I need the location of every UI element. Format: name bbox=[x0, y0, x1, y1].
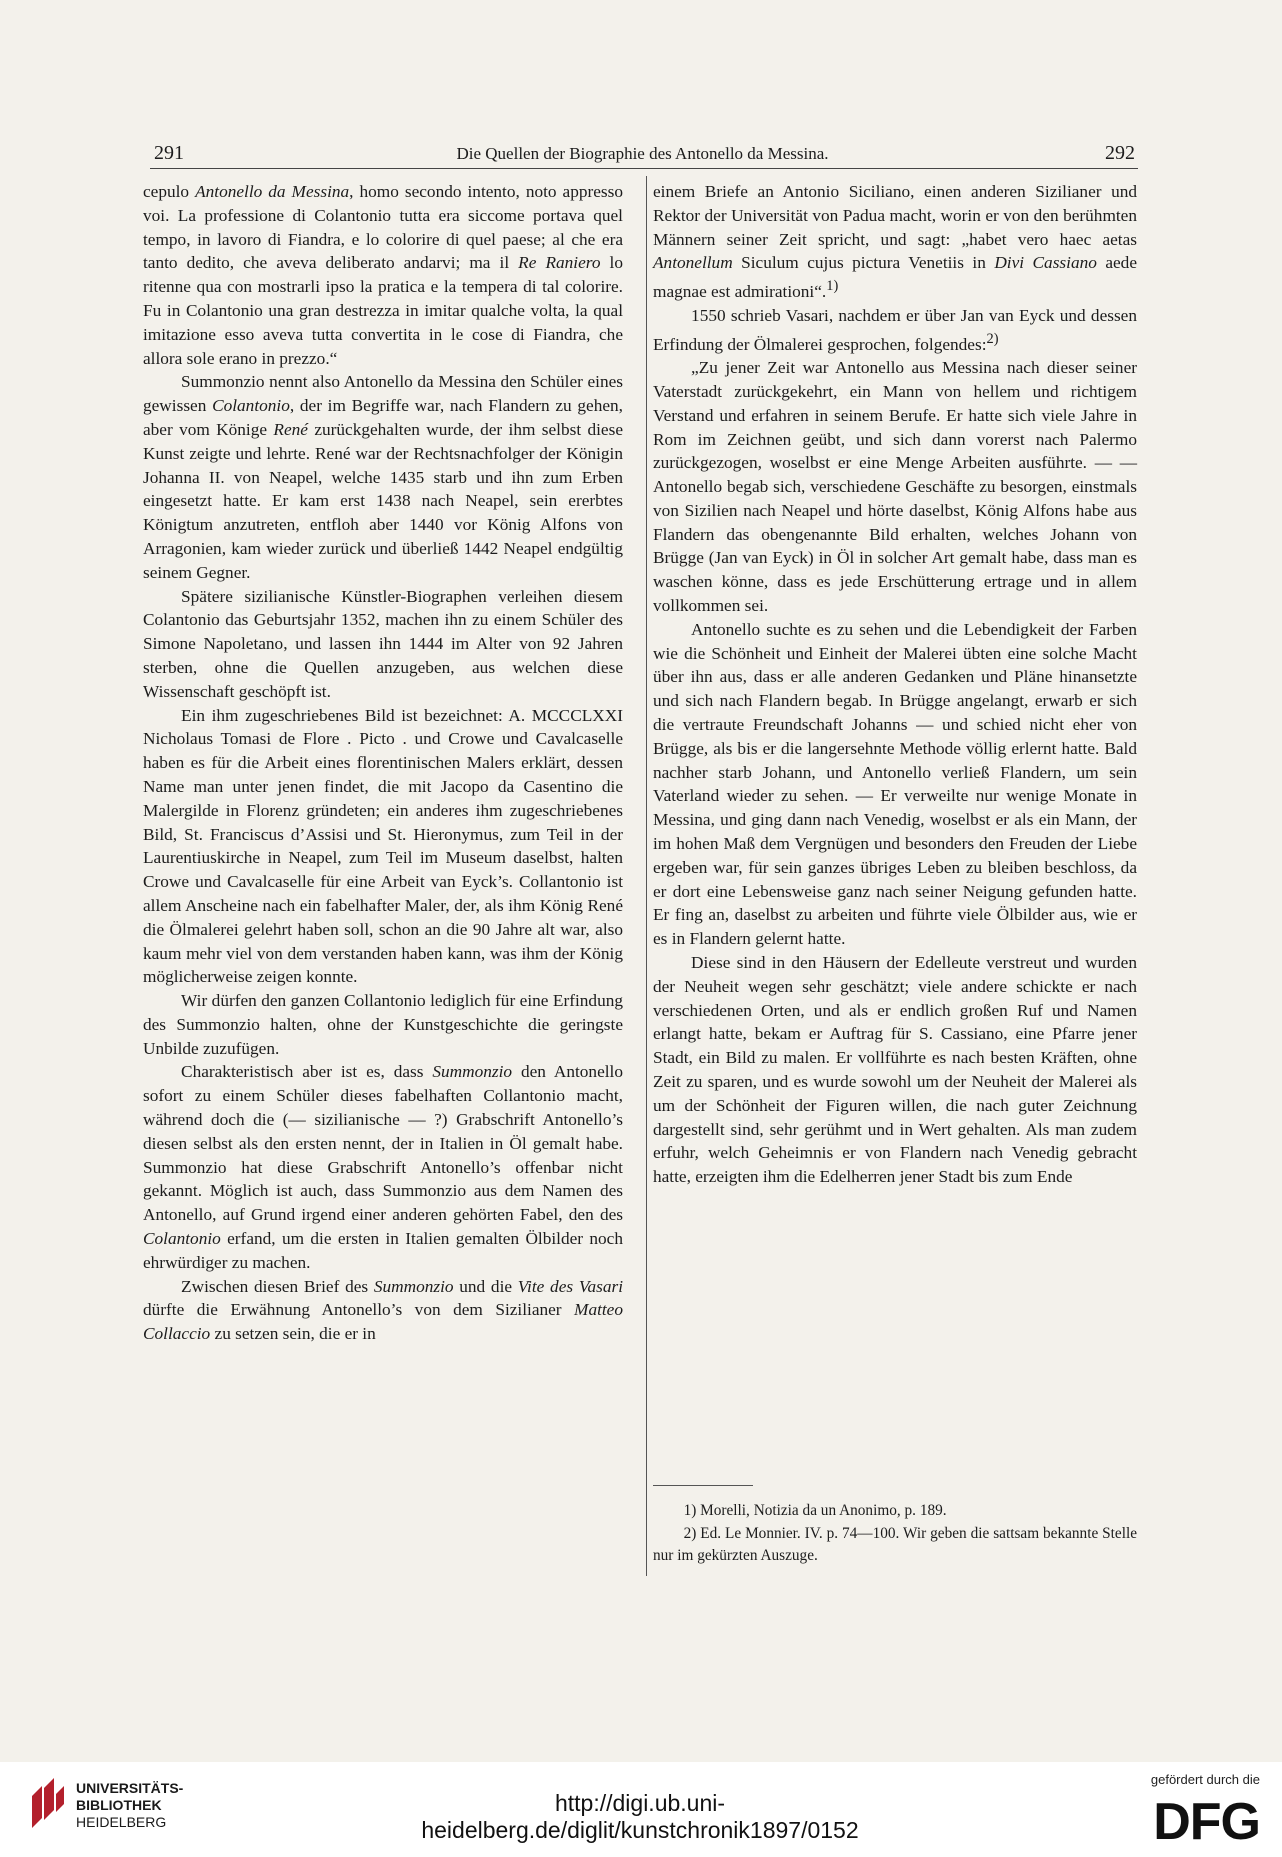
paragraph: „Zu jener Zeit war Antonello aus Messina nach dieser seiner Vaterstadt zurückgekehrt, ein Mann von hellem und richtigem Verstand und erfahren in seinem Berufe. Er hatte sich viele Jahre in Rom im Zeichnen geübt, und sich dann vorerst nach Palermo zurückgezogen, woselbst er eine Menge Arbeiten ausführte. — — Antonello begab sich, verschiedene Geschäfte zu besorgen, einstmals von Sizilien nach Neapel und hörte daselbst, König Alfons habe aus Flandern das obengenannte Bild erhalten, welches Johann von Brügge (Jan van Eyck) in Öl in solcher Art gemalt habe, dass man es waschen könne, dass es jede Erschütterung ertrage und in allem vollkommen sei. bbox=[653, 358, 1137, 616]
page-number-right: 292 bbox=[1105, 142, 1135, 164]
paragraph: Zwischen diesen Brief des Summonzio und die Vite des Vasari dürfte die Erwähnung Antonello’s von dem Sizilianer Matteo Collaccio zu setzen sein, die er in bbox=[143, 1276, 623, 1344]
paragraph: Ein ihm zugeschriebenes Bild ist bezeichnet: A. MCCCLXXI Nicholaus Tomasi de Flore . Picto . und Crowe und Cavalcaselle haben es für die Arbeit eines florentinischen Malers erklärt, dessen Name man unter jenen findet, die mit Jacopo da Casentino die Malergilde in Florenz gründeten; ein anderes ihm zugeschriebenes Bild, St. Franciscus d’Assisi und St. Hieronymus, zum Teil in der Laurentiuskirche in Neapel, zum Teil im Museum daselbst, halten Crowe und Cavalcaselle für eine Arbeit van Eyck’s. Collantonio ist allem Anscheine nach ein fabelhafter Maler, der, als ihm König René die Ölmalerei gelehrt haben soll, schon an die 90 Jahre alt war, also kaum mehr viel von dem verstanden haben kann, was ihm der König möglicherweise zeigen konnte. bbox=[143, 705, 623, 987]
footnote: 2) Ed. Le Monnier. IV. p. 74—100. Wir geben die sattsam bekannte Stelle nur im gekürzten Auszuge. bbox=[653, 1524, 1137, 1564]
paragraph: cepulo Antonello da Messina, homo secondo intento, noto appresso voi. La professione di Colantonio tutta era siccome portava quel tempo, in lavoro di Fiandra, e lo colorire di quel paese; al che era tanto dedito, che aveva deliberato andarvi; ma il Re Raniero lo ritenne qua con mostrarli ipso la pratica e la tempera di tal colorire. Fu in Colantonio una gran destrezza in imitar qualche volta, la qual imitazione esso aveva tutta convertita in le cose di Fiandra, che allora sole erano in prezzo.“ bbox=[143, 182, 624, 368]
column-divider bbox=[646, 176, 647, 1576]
paragraph: 1550 schrieb Vasari, nachdem er über Jan van Eyck und dessen Erfindung der Ölmalerei gesprochen, folgendes:$^{2)}$ bbox=[653, 305, 1137, 354]
footnotes bbox=[653, 1500, 1137, 1568]
header-rule bbox=[150, 168, 1138, 169]
paragraph: Wir dürfen den ganzen Collantonio lediglich für eine Erfindung des Summonzio halten, ohne der Kunstgeschichte die geringste Unbilde zuzufügen. bbox=[143, 991, 623, 1058]
ub-heidelberg-logo-icon[interactable] bbox=[28, 1776, 68, 1832]
footnote-rule bbox=[653, 1485, 753, 1486]
permalink-url[interactable]: http://digi.ub.uni-heidelberg.de/diglit/kunstchronik1897/0152 bbox=[421, 1790, 859, 1843]
footnote-marker[interactable]: 1) bbox=[826, 278, 839, 295]
paragraph: Spätere sizilianische Künstler-Biographen verleihen diesem Colantonio das Geburtsjahr 1352, machen ihn zu einem Schüler des Simone Napoletano, und lassen ihn 1444 im Alter von 92 Jahren sterben, ohne die Quellen anzugeben, aus welchen diese Wissenschaft geschöpft ist. bbox=[143, 586, 623, 701]
funding-caption: gefördert durch die bbox=[1150, 1772, 1260, 1787]
page-number-left: 291 bbox=[154, 142, 184, 164]
paragraph: Diese sind in den Häusern der Edelleute verstreut und wurden der Neuheit wegen sehr geschätzt; viele andere schickte er nach verschiedenen Orten, und als er endlich großen Ruf und Namen erlangt hatte, bekam er Auftrag für S. Cassiano, eine Pfarre jener Stadt, ein Bild zu malen. Er vollführte es nach besten Kräften, ohne Zeit zu sparen, und es wurde sowohl um der Neuheit der Malerei als um der Schönheit der Figuren willen, die nach guter Zeichnung dargestellt sind, sehr gerühmt und in Wert gehalten. Als man zudem erfuhr, welch Geheimnis er von Flandern nach Venedig gebracht hatte, erzeigten ihm die Edelherren jener Stadt bis zum Ende bbox=[653, 953, 1137, 1187]
paragraph: Summonzio nennt also Antonello da Messina den Schüler eines gewissen Colantonio, der im Begriffe war, nach Flandern zu gehen, aber vom Könige René zurückgehalten wurde, der ihm selbst diese Kunst zeigte und lehrte. René war der Rechtsnachfolger der Königin Johanna II. von Neapel, welche 1435 starb und ihn zum Erben eingesetzt hatte. Er kam erst 1438 nach Neapel, sein ererbtes Königtum anzutreten, entfloh aber 1440 vor König Alfons von Arragonien, kam wieder zurück und überließ 1442 Neapel endgültig seinem Gegner. bbox=[143, 372, 623, 582]
footnote: 1) Morelli, Notizia da un Anonimo, p. 189. bbox=[683, 1502, 947, 1519]
paragraph: Charakteristisch aber ist es, dass Summonzio den Antonello sofort zu einem Schüler dieses fabelhaften Collantonio macht, während doch die (— sizilianische — ?) Grabschrift Antonello’s diesen selbst als den ersten nennt, der in Italien in Öl gemalt habe. Summonzio hat diese Grabschrift Antonello’s offenbar nicht gekannt. Möglich ist auch, dass Summonzio aus dem Namen des Antonello, auf Grund irgend einer anderen gehörten Fabel, den des Colantonio erfand, um die ersten in Italien gemalten Ölbilder noch ehrwürdiger zu machen. bbox=[143, 1062, 623, 1272]
right-column bbox=[653, 180, 1137, 1189]
paragraph: Antonello suchte es zu sehen und die Lebendigkeit der Farben wie die Schönheit und Einheit der Malerei übten eine solche Macht über ihn aus, dass er alle anderen Gedanken und Pläne hinansetzte und sich nach Flandern begab. In Brügge angelangt, erwarb er sich die vertraute Freundschaft Johanns — und schied nicht eher von Brügge, als bis er die langersehnte Methode völlig erlernt hatte. Bald nachher starb Johann, und Antonello verließ Flandern, um sein Vaterland wieder zu sehen. — Er verweilte nur wenige Monate in Messina, und ging dann nach Venedig, woselbst er als ein Mann, der im hohen Maß dem Vergnügen und besonders den Freuden der Liebe ergeben war, für sein ganzes übriges Leben zu bleiben beschloss, da er dort eine Lebensweise ganz nach seiner Neigung gefunden hatte. Er fing an, daselbst zu arbeiten und führte viele Ölbilder aus, wie er es in Flandern gelernt hatte. bbox=[653, 619, 1137, 949]
running-head bbox=[150, 136, 1135, 168]
running-title: Die Quellen der Biographie des Antonello da Messina. bbox=[456, 144, 829, 163]
paragraph: einem Briefe an Antonio Siciliano, einen anderen Sizilianer und Rektor der Universität von Padua macht, worin er von den berühmten Männern seiner Zeit spricht, und sagt: „habet vero haec aetas Antonellum Siculum cujus pictura Venetiis in Divi Cassiano aede magnae est admirationi“.$^{1)}$ bbox=[653, 182, 1137, 301]
left-column bbox=[143, 180, 623, 1346]
dfg-logo[interactable]: DFG bbox=[1153, 1793, 1260, 1851]
viewer-footer bbox=[0, 1762, 1282, 1857]
institution-name[interactable]: UNIVERSITÄTS- BIBLIOTHEK HEIDELBERG bbox=[76, 1780, 184, 1830]
footnote-marker[interactable]: 2) bbox=[986, 330, 999, 347]
